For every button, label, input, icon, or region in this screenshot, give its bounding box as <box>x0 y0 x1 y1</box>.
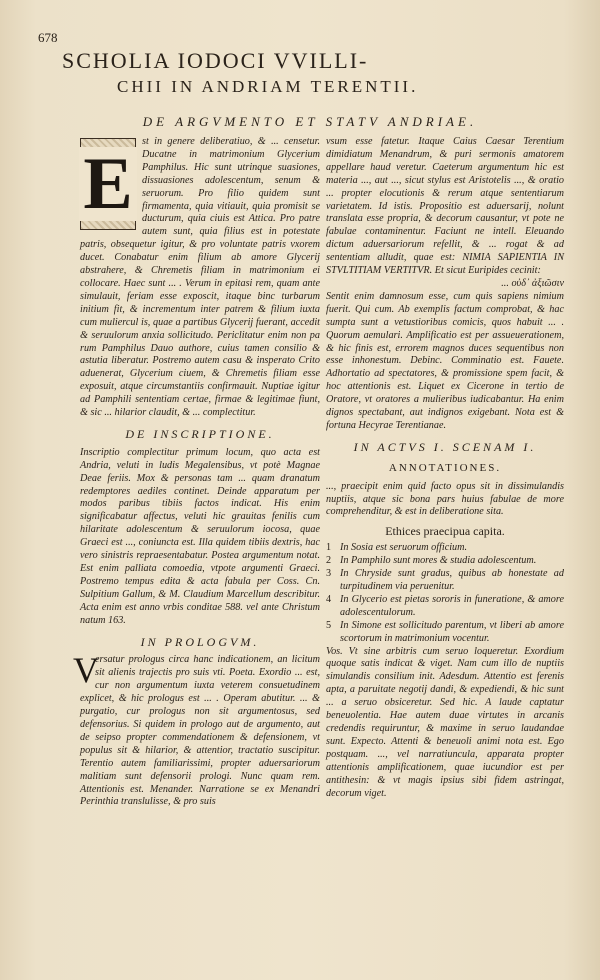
page-number: 678 <box>38 30 58 45</box>
ethics-item: 3 In Chryside sunt gradus, quibus ab honestate ad turpitudinem via peruenitur. <box>326 568 564 592</box>
left-paragraph-1: st in genere deliberatiuo, & ... censetur. Ducatne in matrimonium Glycerium Pamphilus. Hic sunt utrinque suasiones, dissuasiones adolescentum, senum & seruorum. Pro filio quidem sunt firmamenta, quia vitiauit, quia promisit se ducturum, quia ciuis est Attica. Pro patre autem sunt, quia filius est in potestate patris, obsequetur igitur, & pro voluntate patris vxorem ducet. Conabatur enim filium ab amore Glycerij abstrahere, & Chremetis filiam in matrimonium ei collocare. Haec sunt ... . Verum in epitasi rem, quam ante simulauit, feriam esse exposcit, itaque binc turbarum initium fit, & incrementum inter patrem & filium iuxta cum muliercul is, quae a partibus Glycerij fuerant, accedit & seruulorum anxia sollicitudo. Periclitatur enim non pa rum Pamphilus Dauo authore, cuius tamen consilio & astutia liberatur. Postremo autem casu & insperato Crito aduenerat, Glycerium ciuem, & Chremetis filiam esse exposuit, atque circumstantiis confirmauit. Nuptiae igitur ad Pamphili sententiam certae, firmae & legitimae fiunt, & sic ... hilarior claudit, & ... complectitur. <box>80 136 320 419</box>
ethics-title: Ethices praecipua capita. <box>385 524 505 539</box>
ethics-item: 1 In Sosia est seruorum officium. <box>326 542 468 554</box>
subheading-annotationes: ANNOTATIONES. <box>388 461 502 474</box>
initial-v: V <box>73 650 99 691</box>
subheading-prologum: IN PROLOGVM. <box>140 634 260 649</box>
right-paragraph-3: ..., praecipit enim quid facto opus sit in dissimulandis nuptiis, atque sic bona pars huius fabulae de more comprehenditur, & est in deliberatione sita. <box>326 480 564 518</box>
left-paragraph-2: Inscriptio complectitur primum locum, quo acta est Andria, veluti in ludis Megalensibus, vt potè Magnae Deae feriis. Mox & personas tam ... quam dranatum redemptores aediles continet. Deinde apparatum per modos paribus tibiis factos indicat. His enim significabatur affectus, veluti hic grauitas fenilis cum hilaritate adolescentum & seruulorum iocosa, quae Graeci est ..., coniuncta est. Illa quidem tibiis dextris, hac vero sinistris repraesentabatur. Postea argumentum notat. Est enim palliata comoedia, vtpote argumenti Graeci. Postremo tempus edita & acta fabula per Coss. Cn. Sulpitium Gallum, & M. Claudium Marcellum describitur. Acta enim est anno vrbis conditae 588. vel ante Christum natum 163. <box>80 446 320 626</box>
right-column <box>326 136 564 800</box>
right-paragraph-4: Vos. Vt sine arbitris cum seruo loqueretur. Exordium quoque satis indicat & viget. Nam cum illo de nuptiis simulandis consilium init. Adesdum. Attentio est ferenis apta, a paruitate negotij dandi, & expediendi, & hic sunt ... a seruo obsiceretur. Sed hic. A laude captatur beneuolentia. Hae autem duae virtutes in arcanis credendis requiruntur, & maxime in seruo laudandae sunt. Expecto. Attenti & beneuoli animi nota est. Ego postquam. ..., vel narratiuncula, apparata propter attentionis amplificationem, quae iucundior est per antithesin: & vt magis ipsius sibi fidem astringat, decorum viget. <box>326 645 564 799</box>
subheading-actus: IN ACTVS I. SCENAM I. <box>353 439 537 454</box>
initial-letter: E <box>79 147 136 221</box>
ethics-list <box>326 542 564 645</box>
ethics-item: 5 In Simone est sollicitudo parentum, vt liberi ab amore scortorum in matrimonium vocentur. <box>326 619 564 644</box>
subheading-inscriptione: DE INSCRIPTIONE. <box>125 426 275 441</box>
right-paragraph-1: vsum esse fatetur. Itaque Caius Caesar Terentium dimidiatum Menandrum, & puri sermonis amatorem appellare haud veretur. Caeterum argumentum hic est materia ..., aut ..., sicut stylus est Aristotelis ..., & oratio ... propter elocutionis & rerum atque sententiarum varietatem. Id istis. Propositio est aduersarij, nolunt translata esse propria, & decorum causantur, vt pote ne fabulae contaminentur. Faciunt ne intell. Eleuando dictum aduersariorum refellit, & ... rogat & ad sententiam alludit, quae est: NIMIA SAPIENTIA IN STVLTITIAM VERTITVR. Et sicut Euripides cecinit: <box>326 136 564 277</box>
right-paragraph-2: Sentit enim damnosum esse, cum quis sapiens nimium fuerit. Qui cum. Ab exemplis factum comprobat, & hac sumpta sunt a vetustioribus comicis, quos habuit ... . Quorum aemulari. Amplificatio est per assueuerationem, & hic finis est, errorem magnos duces sequentibus non esse inhonestum. Debinc. Comminatio est. Fauete. Adhortatio ad spectatores, & promissione spem facit, & hoc attentionis est. Liquet ex Cicerone in tertio de Oratore, vt oratores a mulieribus iudicabantur. Ha enim dignos spectabant, aut indignos exigebant. Nota est & fortuna Hecyrae Terentianae. <box>326 290 564 431</box>
ethics-item: 2 In Pamphilo sunt mores & studia adolescentum. <box>326 555 537 567</box>
left-paragraph-3: ersatur prologus circa hanc indicationem, an licitum sit alienis trajectis pro suis vti. Poeta. Exordio ... est, cur non argumentum iuxta veterem consuetudinem explicet, & hic prologus est ... . Operam abutitur. ... & purgatio, cur prologus non sit argumentosus, sed defensorius. Si quidem in prologo aut de argumento, aut de seipso propter commendationem & defensionem, vt populus sit & hilarior, & attentior, tractatio suscipitur. Terentio autem familiarissimi, propter aduersariorum malitiam sunt defensorii prologi. Nunc quam rem. Attentionis est. Menander. Narratione se ex Menandri Perinthia translulisse, & pro suis <box>80 654 320 808</box>
header-line-2: CHII IN ANDRIAM TERENTII. <box>117 77 419 96</box>
decorated-initial <box>80 138 136 230</box>
header-line-1: SCHOLIA IODOCI VVILLI- <box>62 48 369 73</box>
page-header <box>62 48 562 100</box>
left-column <box>73 136 320 809</box>
ethics-item: 4 In Glycerio est pietas sororis in funeratione, & amore adolescentulorum. <box>326 593 564 618</box>
section-title: DE ARGVMENTO ET STATV ANDRIAE. <box>142 114 478 129</box>
greek-quote: ... οὐδ᾽ ἀξιῶσιν <box>501 277 564 289</box>
